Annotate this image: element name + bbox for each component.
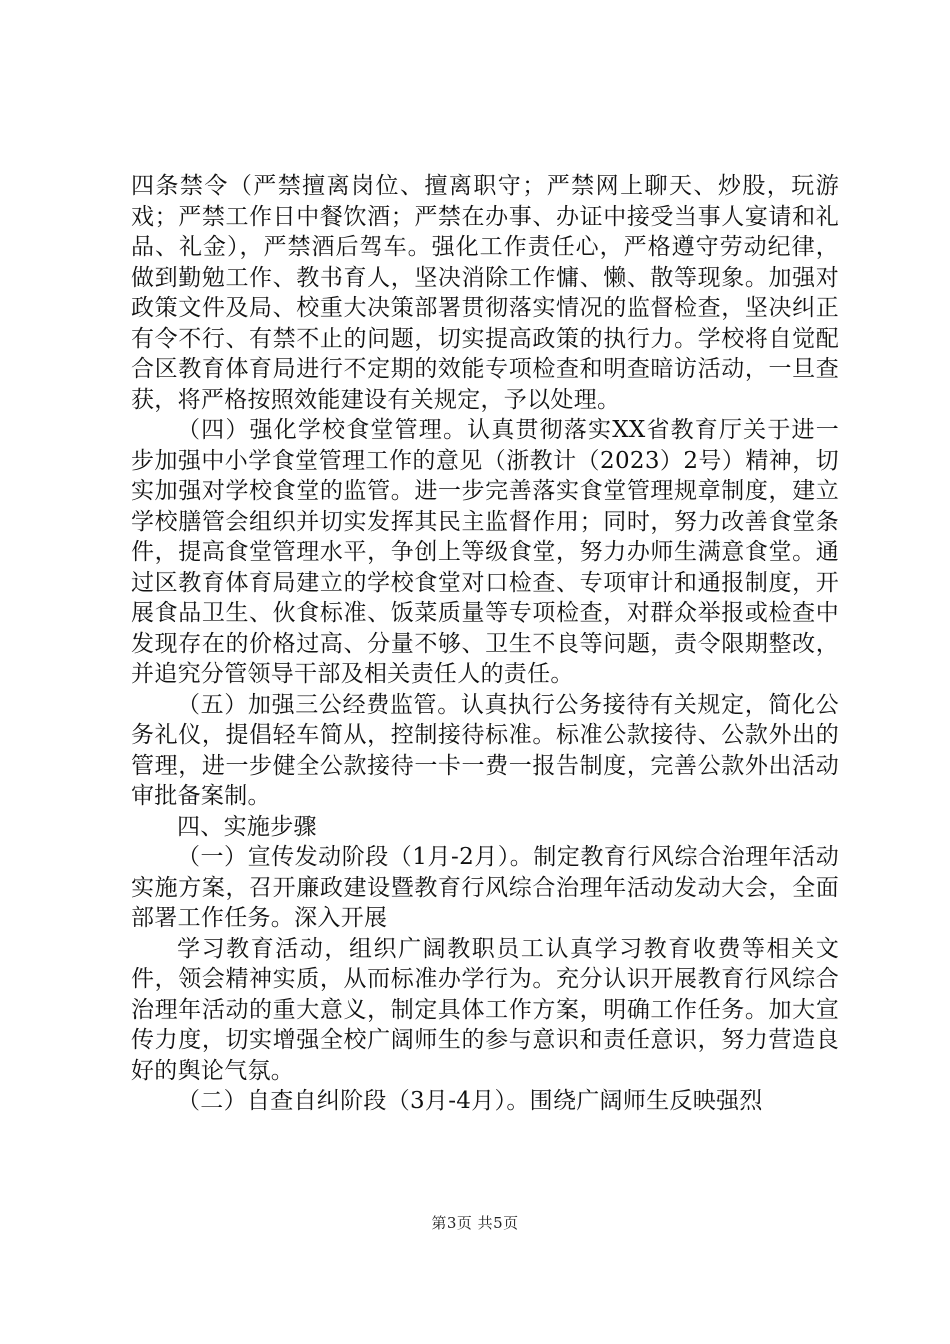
paragraph-expenses: （五）加强三公经费监管。认真执行公务接待有关规定，简化公务礼仪，提倡轻车简从，控制接待标准。标准公款接待、公款外出的管理，进一步健全公款接待一卡一费一报告制度，完善公款外出活动审批备案制。 bbox=[131, 691, 839, 809]
paragraph-stage-one: （一）宣传发动阶段（1月-2月）。制定教育行风综合治理年活动实施方案，召开廉政建设暨教育行风综合治理年活动发动大会，全面部署工作任务。深入开展 bbox=[131, 844, 839, 931]
paragraph-study: 学习教育活动，组织广阔教职员工认真学习教育收费等相关文件，领会精神实质，从而标准办学行为。充分认识开展教育行风综合治理年活动的重大意义，制定具体工作方案，明确工作任务。加大宣传力度，切实增强全校广阔师生的参与意识和责任意识，努力营造良好的舆论气氛。 bbox=[131, 935, 839, 1084]
document-body bbox=[131, 171, 839, 1117]
paragraph-discipline: 四条禁令（严禁擅离岗位、擅离职守；严禁网上聊天、炒股，玩游戏；严禁工作日中餐饮酒；严禁在办事、办证中接受当事人宴请和礼品、礼金），严禁酒后驾车。强化工作责任心，严格遵守劳动纪律，做到勤勉工作、教书育人，坚决消除工作慵、懒、散等现象。加强对政策文件及局、校重大决策部署贯彻落实情况的监督检查，坚决纠正有令不行、有禁不止的问题，切实提高政策的执行力。学校将自觉配合区教育体育局进行不定期的效能专项检查和明查暗访活动，一旦查获，将严格按照效能建设有关规定，予以处理。 bbox=[131, 173, 839, 413]
paragraph-canteen: （四）强化学校食堂管理。认真贯彻落实XX省教育厅关于进一步加强中小学食堂管理工作的意见（浙教计（2023）2号）精神，切实加强对学校食堂的监管。进一步完善落实食堂管理规章制度，建立学校膳管会组织并切实发挥其民主监督作用；同时，努力改善食堂条件，提高食堂管理水平，争创上等级食堂，努力办师生满意食堂。通过区教育体育局建立的学校食堂对口检查、专项审计和通报制度，开展食品卫生、伙食标准、饭菜质量等专项检查，对群众举报或检查中发现存在的价格过高、分量不够、卫生不良等问题，责令限期整改，并追究分管领导干部及相关责任人的责任。 bbox=[131, 417, 839, 687]
page-number: 第3页 共5页 bbox=[431, 1214, 519, 1232]
section-heading-steps: 四、实施步骤 bbox=[177, 813, 317, 840]
paragraph-stage-two: （二）自查自纠阶段（3月-4月）。围绕广阔师生反映强烈 bbox=[177, 1088, 763, 1114]
